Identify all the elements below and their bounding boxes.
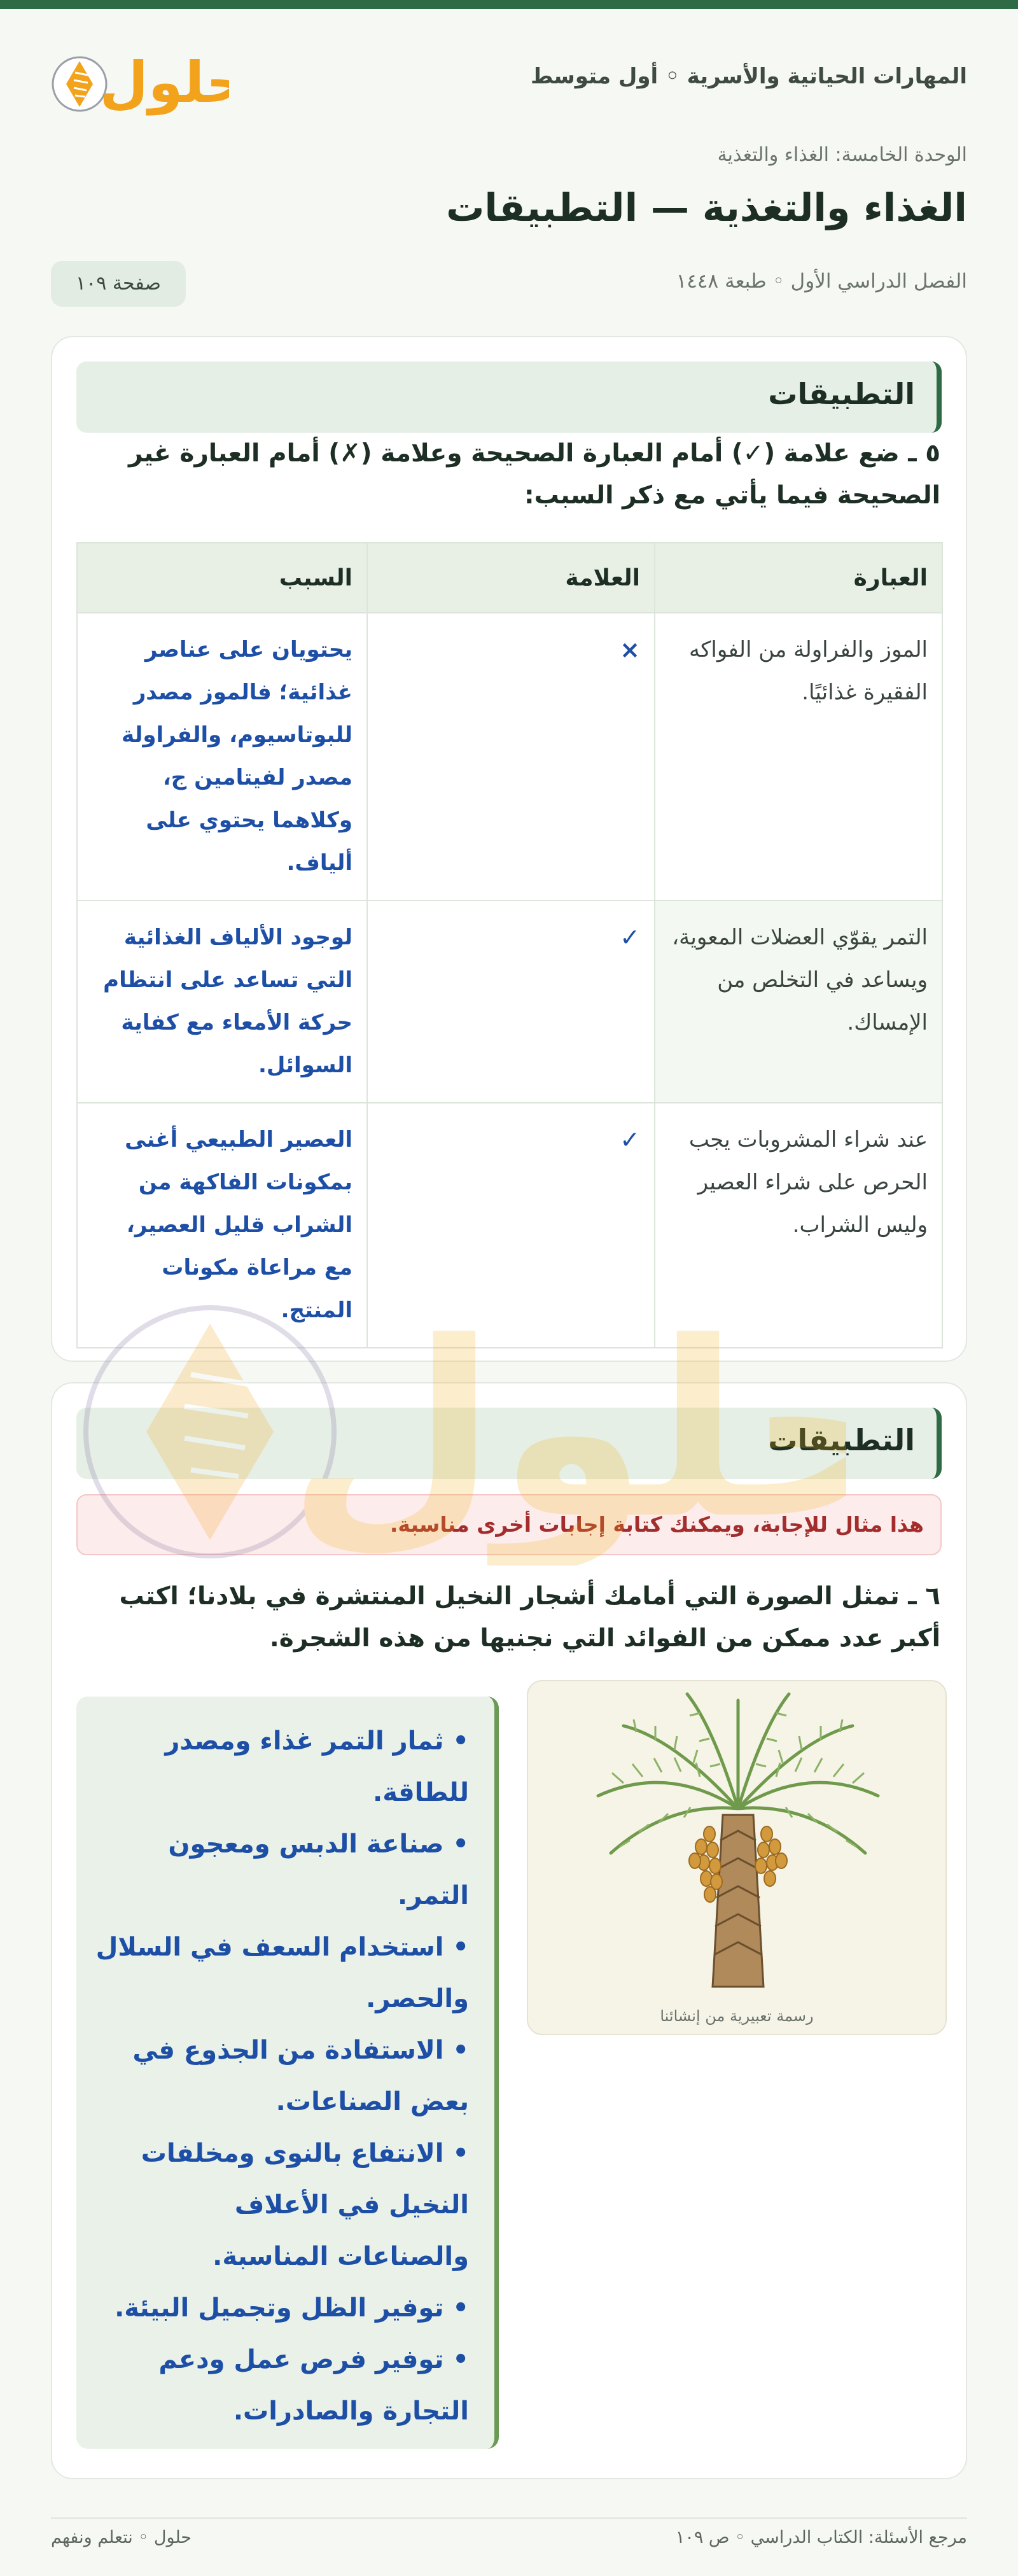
mark-cell: ✓ <box>367 900 655 1103</box>
section-heading-2 <box>76 1408 942 1479</box>
figure-caption: رسمة تعبيرية من إنشائنا <box>660 2007 814 2025</box>
questions-reference: مرجع الأسئلة: الكتاب الدراسي ◦ ص ١٠٩ <box>675 2528 967 2547</box>
list-item: • الانتفاع بالنوى ومخلفات النخيل في الأعلاف والصناعات المناسبة. <box>95 2128 469 2283</box>
list-item: • توفير فرص عمل ودعم التجارة والصادرات. <box>95 2334 469 2437</box>
list-item: • الاستفادة من الجذوع في بعض الصناعات. <box>95 2025 469 2128</box>
reason-cell: العصير الطبيعي أغنى بمكونات الفاكهة من الشراب قليل العصير، مع مراعاة مكونات المنتج. <box>77 1103 367 1348</box>
question-5: ٥ ـ ضع علامة (✓) أمام العبارة الصحيحة وعلامة (✗) أمام العبارة غير الصحيحة فيما يأتي مع ذكر السبب: <box>128 439 940 510</box>
subject-title: المهارات الحياتية والأسرية ◦ أول متوسط <box>530 64 967 89</box>
palm-tree-figure <box>527 1680 947 2035</box>
list-item: • استخدام السعف في السلال والحصر. <box>95 1922 469 2025</box>
section-heading-text: التطبيقات <box>768 1423 915 1457</box>
palm-tree-icon <box>554 1688 923 1999</box>
page-title: الغذاء والتغذية — التطبيقات <box>446 186 967 230</box>
list-item: • صناعة الدبس ومعجون التمر. <box>95 1819 469 1922</box>
list-item: • ثمار التمر غذاء ومصدر للطاقة. <box>95 1716 469 1819</box>
statement-cell: عند شراء المشروبات يجب الحرص على شراء العصير وليس الشراب. <box>655 1103 942 1348</box>
reason-cell: لوجود الألياف الغذائية التي تساعد على انتظام حركة الأمعاء مع كفاية السوائل. <box>77 900 367 1103</box>
mark-cell: × <box>367 613 655 900</box>
column-header-statement: العبارة <box>655 543 942 613</box>
unit-label: الوحدة الخامسة: الغذاء والتغذية <box>717 144 967 166</box>
footer-brand: حلول ◦ نتعلم ونفهم <box>51 2528 192 2547</box>
section-heading-text: التطبيقات <box>768 377 915 411</box>
column-header-reason: السبب <box>77 543 367 613</box>
true-false-table <box>76 542 943 1348</box>
note-text: هذا مثال للإجابة، ويمكنك كتابة إجابات أخرى مناسبة. <box>389 1512 924 1537</box>
column-header-mark: العلامة <box>367 543 655 613</box>
statement-cell: الموز والفراولة من الفواكه الفقيرة غذائيًا. <box>655 613 942 900</box>
table-row <box>77 1103 942 1348</box>
top-accent-bar <box>0 0 1018 9</box>
svg-text:حلول: حلول <box>287 1290 846 1565</box>
answers-box <box>76 1697 499 2449</box>
applications-card-2 <box>51 1382 967 2479</box>
page-footer <box>51 2517 967 2556</box>
page-number-badge: صفحة ١٠٩ <box>51 261 186 307</box>
list-item: • توفير الظل وتجميل البيئة. <box>95 2283 469 2334</box>
hulul-logo[interactable] <box>51 41 229 117</box>
logo-wordmark: حلول <box>99 50 229 115</box>
statement-cell: التمر يقوّي العضلات المعوية، ويساعد في التخلص من الإمساك. <box>655 900 942 1103</box>
section-heading-1 <box>76 361 942 433</box>
mark-cell: ✓ <box>367 1103 655 1348</box>
example-answer-note <box>76 1494 942 1555</box>
table-row <box>77 613 942 900</box>
edition-meta: الفصل الدراسي الأول ◦ طبعة ١٤٤٨ <box>676 270 967 293</box>
table-row <box>77 900 942 1103</box>
applications-card-1 <box>51 336 967 1362</box>
reason-cell: يحتويان على عناصر غذائية؛ فالموز مصدر للبوتاسيوم، والفراولة مصدر لفيتامين ج، وكلاهما يحتوي على ألياف. <box>77 613 367 900</box>
question-6: ٦ ـ تمثل الصورة التي أمامك أشجار النخيل المنتشرة في بلادنا؛ اكتب أكبر عدد ممكن من الفوائد التي نجنيها من هذه الشجرة. <box>119 1582 940 1653</box>
page-header <box>51 41 967 117</box>
